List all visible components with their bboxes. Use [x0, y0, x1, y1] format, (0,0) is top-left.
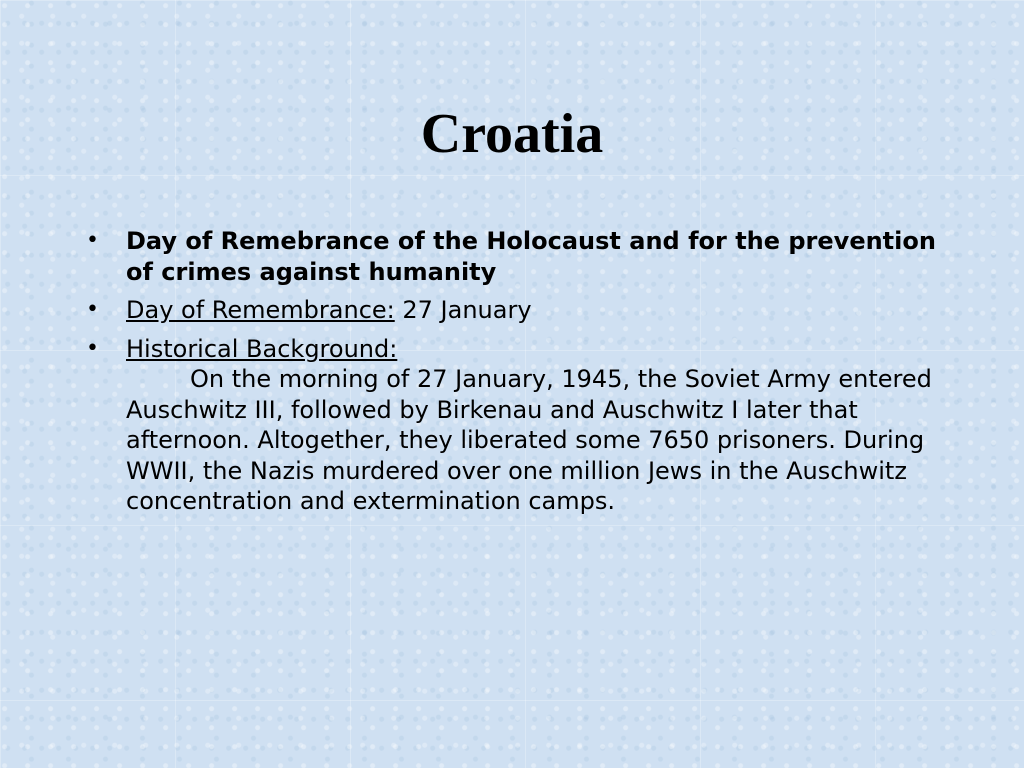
slide-title: Croatia [420, 103, 604, 165]
remembrance-date-label: Day of Remembrance: [126, 296, 395, 324]
bullet-dot-icon: • [86, 335, 99, 361]
event-name: Day of Remebrance of the Holocaust and for the prevention of crimes against humanity [126, 227, 936, 286]
bullet-dot-icon: • [86, 228, 99, 253]
bullet-item-historical-background [86, 334, 946, 517]
bullet-item-event-name [86, 226, 946, 287]
historical-background-paragraph: On the morning of 27 January, 1945, the Soviet Army entered Auschwitz III, followed by Birkenau and Auschwitz I later that afternoon. Altogether, they liberated some 7650 prisoners. During WWII, the Nazis murdered over one million Jews in the Auschwitz concentration and extermination camps. [126, 365, 932, 515]
bullet-dot-icon: • [86, 297, 99, 322]
remembrance-date-value: 27 January [394, 296, 532, 324]
bullet-item-remembrance-date [86, 295, 946, 326]
historical-background-label: Historical Background: [126, 334, 398, 363]
bullet-list [86, 226, 946, 525]
